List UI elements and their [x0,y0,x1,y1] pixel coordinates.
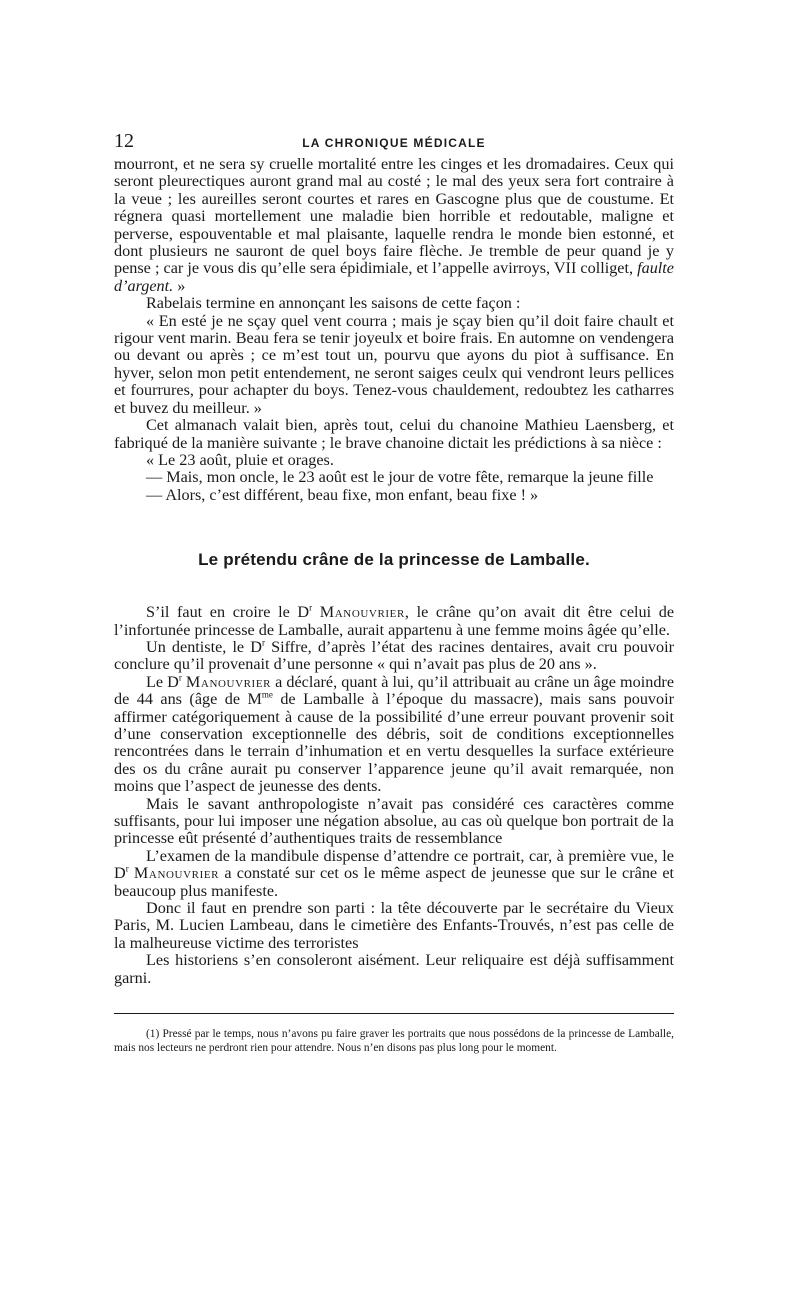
paragraph: Un dentiste, le $D^r$ Siffre, d’après l’état des racines dentaires, avait cru pouvoir conclure qu’il provenait d’une personne « qui n’avait pas plus de 20 ans ». [114,637,674,674]
page-header [114,130,674,156]
paragraph: Rabelais termine en annonçant les saisons de cette façon : [146,294,521,313]
paragraph: « Le 23 août, pluie et orages. [146,450,334,469]
intro-text [114,156,674,504]
paragraph: L’examen de la mandibule dispense d’attendre ce portrait, car, à première vue, le $D^r$ Manouvrier a constaté sur cet os le même aspect de jeunesse que sur le crâne et beaucoup plus manifeste. [114,846,674,900]
section-body [114,604,674,987]
author-name: Manouvrier [319,603,405,622]
page-number: 12 [114,130,134,152]
paragraph: Cet almanach valait bien, après tout, celui du chanoine Mathieu Laensberg, et fabriqué de la manière suivante ; le brave chanoine dictait les prédictions à sa nièce : [114,416,674,452]
footnote-divider [114,1013,674,1014]
paragraph: — Alors, c’est différent, beau fixe, mon enfant, beau fixe ! » [146,485,539,504]
paragraph: Les historiens s’en consoleront aisément. Leur reliquaire est déjà suffisamment garni. [114,951,674,987]
author-name: Manouvrier [185,672,272,691]
footnote [114,1028,674,1055]
italic-phrase: faulte d’argent. [114,259,674,295]
running-title: LA CHRONIQUE MÉDICALE [302,136,486,150]
footnote-text: (1) Pressé par le temps, nous n’avons pu faire graver les portraits que nous possédons de la princesse de Lamballe, mais nos lecteurs ne perdront rien pour attendre. Nous n’en disons pas plus long pour le moment. [114,1028,674,1054]
author-name: Manouvrier [133,864,220,883]
paragraph: S’il faut en croire le $D^r$ Manouvrier, le crâne qu’on avait dit être celui de l’infortunée princesse de Lamballe, aurait appartenu à une femme moins âgée qu’elle. [114,602,675,639]
paragraph: Le $D^r$ Manouvrier a déclaré, quant à lui, qu’il attribuait au crâne un âge moindre de 44 ans (âge de $M^{me}$ de Lamballe à l’époque du massacre), mais sans pouvoir affirmer catégoriquement à cause de la possibilité d’une erreur pouvant provenir soit d’une conservation exceptionnelle des débris, soit de conditions exceptionnelles rencontrées dans le terrain d’inhumation et en vertu desquelles la surface extérieure des os du crâne aurait pu conserver l’apparence jeune qu’il avait remarquée, non moins que l’aspect de jeunesse des dents. [114,672,674,796]
paragraph: Mais le savant anthropologiste n’avait pas considéré ces caractères comme suffisants, pour lui imposer une négation absolue, au cas où quelque bon portrait de la princesse eût présenté d’authentiques traits de ressemblance [114,794,674,848]
paragraph: mourront, et ne sera sy cruelle mortalité entre les cinges et les dromadaires. Ceux qui seront pleurectiques auront grand mal au costé ; le mal des yeux sera fort contraire à la veue ; les aureilles seront courtes et rares en Gascogne plus que de coustume. Et régnera quasi mortellement une maladie bien horrible et redoutable, maligne et perverse, espouventable et mal plaisante, laquelle rendra le monde bien estonné, et dont plusieurs ne sauront de quel boys faire flèche. Je tremble de peur quand je y pense ; car je vous dis qu’elle sera épidimiale, et l’appelle avirroys, VII colliget, faulte d’argent. » [114,155,674,295]
page [114,130,674,1055]
paragraph: « En esté je ne sçay quel vent courra ; mais je sçay bien qu’il doit faire chault et rigour vent marin. Beau fera se tenir joyeulx et boire frais. En automne on vendengera ou devant ou après ; ce m’est tout un, pourvu que ayons du piot à suffisance. En hyver, selon mon petit entendement, ne seront saiges ceulx qui vendront leurs pellices et fourrures, pour achapter du boys. Tenez-vous chauldement, redoubtez les catharres et buvez du meilleur. » [114,311,674,417]
paragraph: — Mais, mon oncle, le 23 août est le jour de votre fête, remarque la jeune fille [146,468,654,487]
paragraph: Donc il faut en prendre son parti : la tête découverte par le secrétaire du Vieux Paris, M. Lucien Lambeau, dans le cimetière des Enfants-Trouvés, n’est pas celle de la malheureuse victime des terroristes [114,899,674,952]
section-title: Le prétendu crâne de la princesse de Lamballe. [198,550,590,570]
